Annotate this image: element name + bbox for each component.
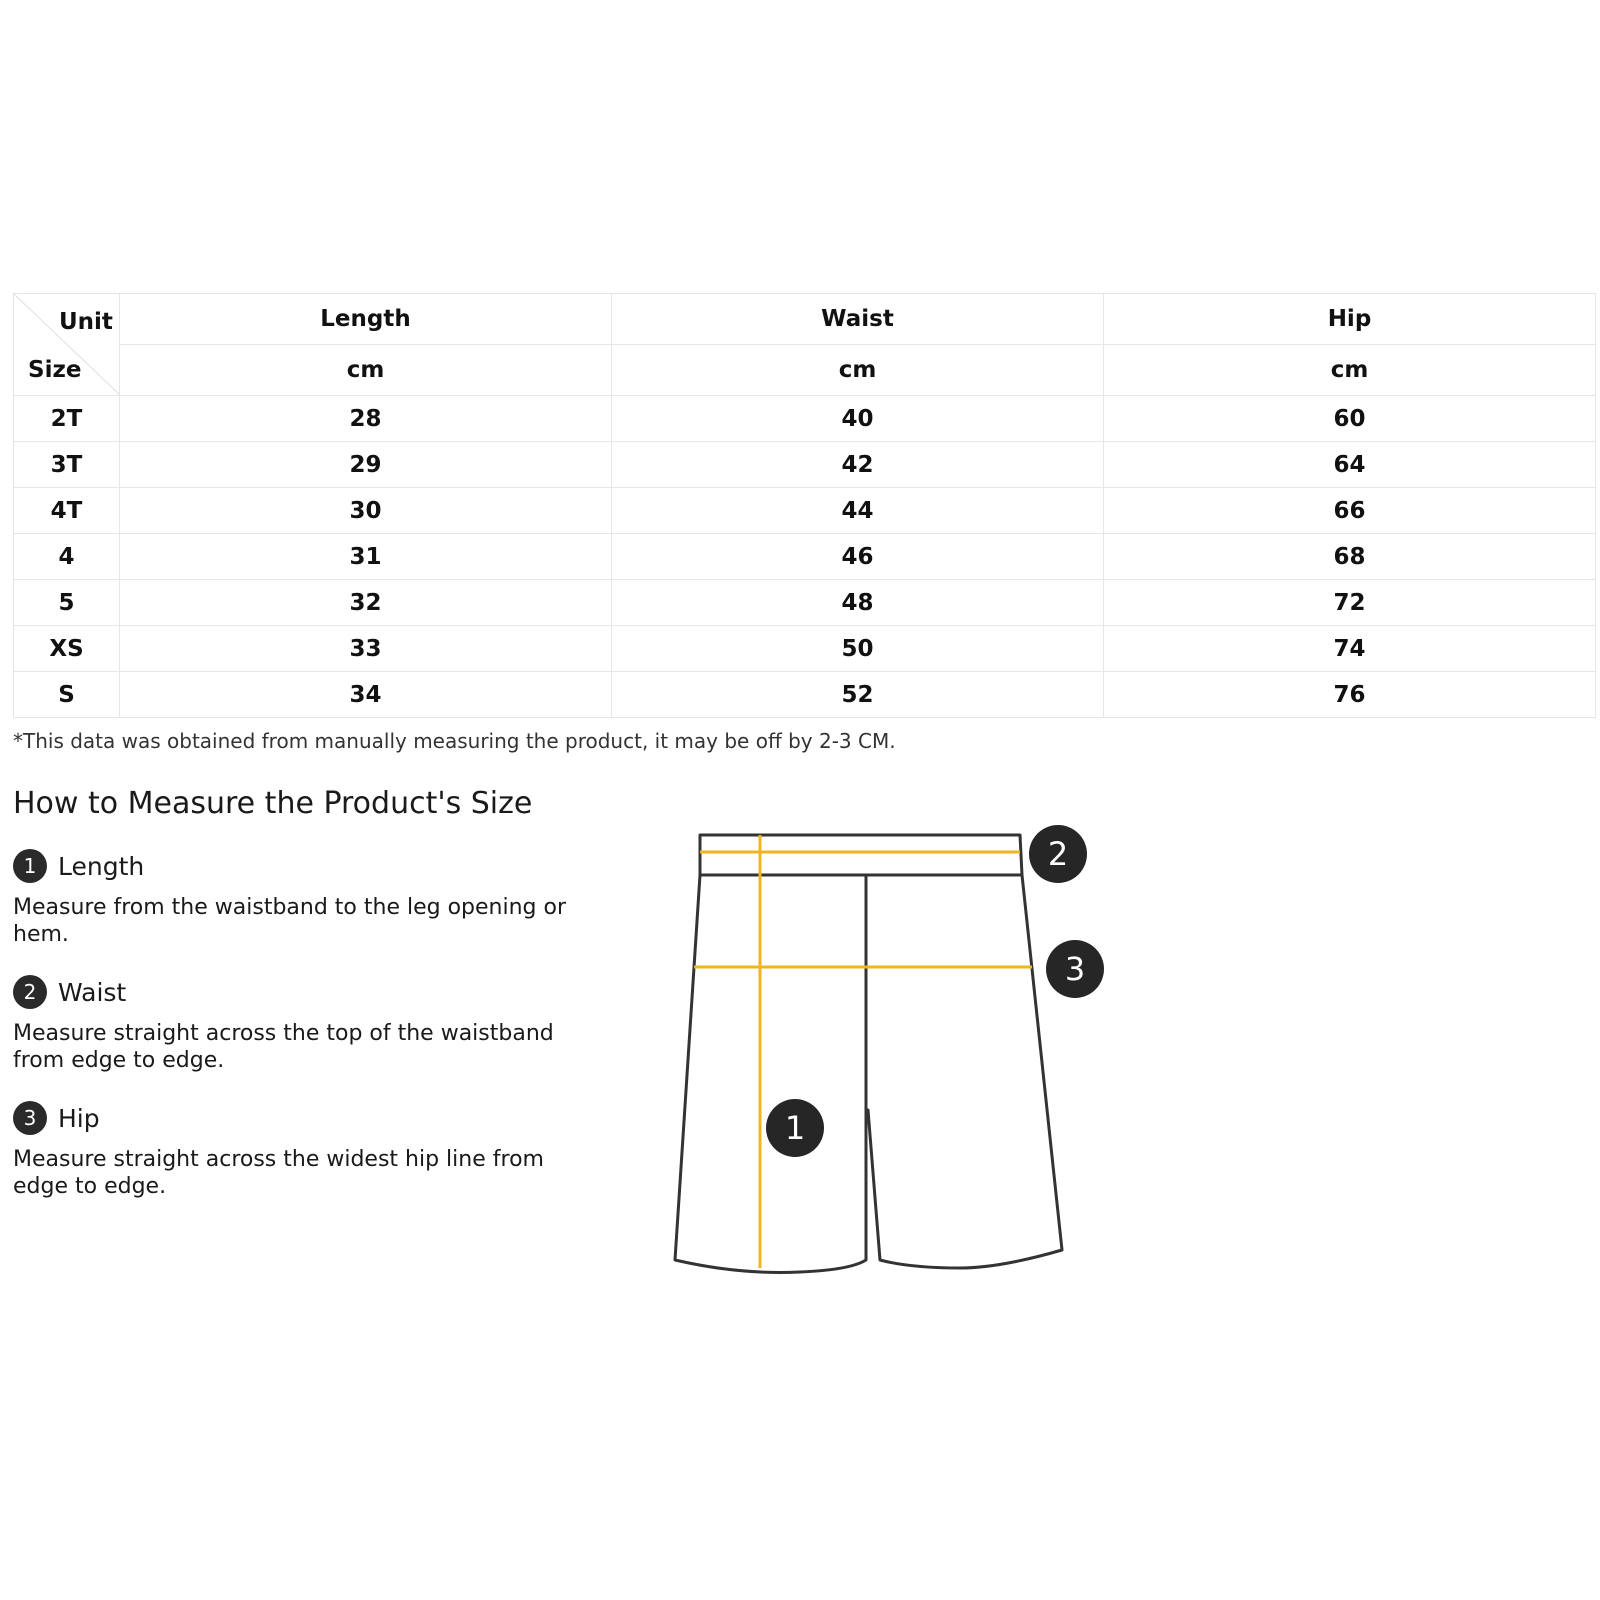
step-description: Measure from the waistband to the leg opening or hem. bbox=[13, 895, 567, 947]
step-waist bbox=[13, 974, 583, 1074]
size-cell: XS bbox=[14, 626, 120, 672]
marker-number: 2 bbox=[1047, 835, 1069, 873]
step-hip bbox=[13, 1100, 583, 1200]
marker-number: 1 bbox=[784, 1109, 806, 1147]
table-header-row bbox=[14, 294, 1596, 345]
waist-cell: 44 bbox=[612, 488, 1104, 534]
hip-cell: 60 bbox=[1104, 396, 1596, 442]
size-cell: 3T bbox=[14, 442, 120, 488]
step-description: Measure straight across the widest hip line from edge to edge. bbox=[13, 1147, 544, 1199]
length-cell: 32 bbox=[120, 580, 612, 626]
step-number-badge: 1 bbox=[13, 849, 47, 883]
measurement-lines bbox=[694, 835, 1032, 1268]
table-corner-cell bbox=[14, 294, 120, 396]
column-header-length: Length bbox=[120, 294, 612, 345]
length-cell: 31 bbox=[120, 534, 612, 580]
left-leg-outline bbox=[675, 875, 866, 1273]
size-cell: 2T bbox=[14, 396, 120, 442]
right-leg-outline bbox=[866, 875, 1062, 1268]
step-number-badge: 2 bbox=[13, 975, 47, 1009]
hip-cell: 64 bbox=[1104, 442, 1596, 488]
table-row bbox=[14, 442, 1596, 488]
waist-cell: 52 bbox=[612, 672, 1104, 718]
hip-cell: 68 bbox=[1104, 534, 1596, 580]
waist-cell: 48 bbox=[612, 580, 1104, 626]
step-label: Hip bbox=[58, 1103, 100, 1133]
waist-cell: 50 bbox=[612, 626, 1104, 672]
step-length bbox=[13, 848, 583, 948]
table-row bbox=[14, 672, 1596, 718]
hip-cell: 74 bbox=[1104, 626, 1596, 672]
table-row bbox=[14, 534, 1596, 580]
hip-cell: 76 bbox=[1104, 672, 1596, 718]
table-unit-row bbox=[14, 345, 1596, 396]
waist-cell: 40 bbox=[612, 396, 1104, 442]
corner-unit-label: Unit bbox=[59, 309, 113, 335]
length-cell: 34 bbox=[120, 672, 612, 718]
length-cell: 30 bbox=[120, 488, 612, 534]
how-to-measure-title: How to Measure the Product's Size bbox=[13, 786, 533, 821]
marker-hip bbox=[1046, 940, 1104, 998]
hip-cell: 72 bbox=[1104, 580, 1596, 626]
column-unit-hip: cm bbox=[1104, 345, 1596, 396]
hip-cell: 66 bbox=[1104, 488, 1596, 534]
table-row bbox=[14, 580, 1596, 626]
waist-cell: 46 bbox=[612, 534, 1104, 580]
column-header-waist: Waist bbox=[612, 294, 1104, 345]
column-unit-waist: cm bbox=[612, 345, 1104, 396]
marker-number: 3 bbox=[1064, 950, 1086, 988]
measurement-disclaimer: *This data was obtained from manually measuring the product, it may be off by 2-3 CM. bbox=[13, 729, 896, 753]
step-label: Waist bbox=[58, 977, 127, 1007]
table-row bbox=[14, 396, 1596, 442]
column-header-hip: Hip bbox=[1104, 294, 1596, 345]
size-table bbox=[13, 293, 1596, 718]
column-unit-length: cm bbox=[120, 345, 612, 396]
size-cell: 5 bbox=[14, 580, 120, 626]
marker-length bbox=[766, 1099, 824, 1157]
length-cell: 33 bbox=[120, 626, 612, 672]
step-label: Length bbox=[58, 851, 145, 881]
corner-size-label: Size bbox=[28, 357, 82, 383]
size-cell: 4T bbox=[14, 488, 120, 534]
length-cell: 29 bbox=[120, 442, 612, 488]
waist-cell: 42 bbox=[612, 442, 1104, 488]
step-number-badge: 3 bbox=[13, 1101, 47, 1135]
table-row bbox=[14, 626, 1596, 672]
step-description: Measure straight across the top of the waistband from edge to edge. bbox=[13, 1021, 554, 1073]
table-row bbox=[14, 488, 1596, 534]
marker-waist bbox=[1029, 825, 1087, 883]
size-cell: 4 bbox=[14, 534, 120, 580]
shorts-diagram bbox=[660, 815, 1120, 1285]
waistband-outline bbox=[700, 835, 1022, 875]
shorts-outline bbox=[675, 835, 1062, 1273]
length-cell: 28 bbox=[120, 396, 612, 442]
size-cell: S bbox=[14, 672, 120, 718]
